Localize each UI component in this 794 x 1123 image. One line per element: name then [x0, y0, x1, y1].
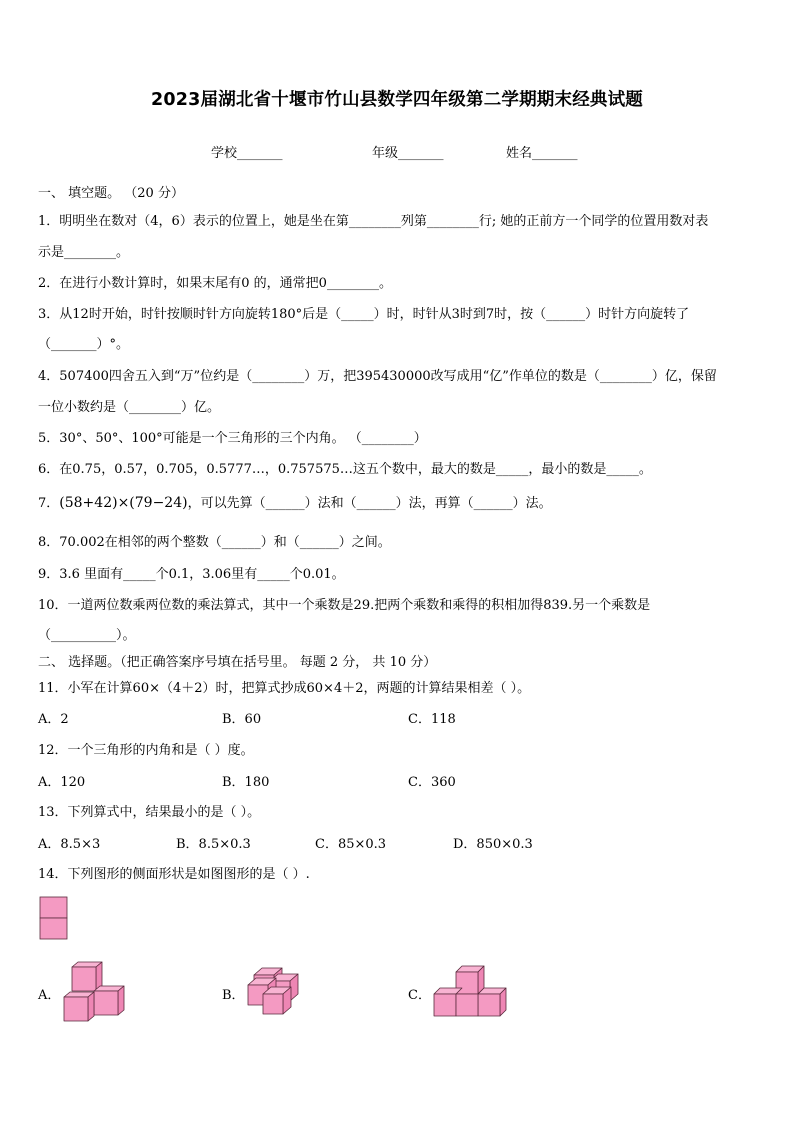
side-view-figure [39, 896, 69, 942]
q6-text: 6．在0.75，0.57，0.705，0.5777…，0.757575…这五个数中，最大的数是_____，最小的数是_____。 [38, 462, 652, 477]
q11-stem: 11．小军在计算60×（4＋2）时，把算式抄成60×4＋2，两题的计算结果相差（ ）。 [38, 681, 531, 696]
q14-option-b-figure[interactable] [246, 967, 306, 1017]
q1-line2: 示是________。 [38, 245, 130, 260]
q11-option-b[interactable]: B．60 [222, 712, 262, 727]
q2-text: 2．在进行小数计算时，如果末尾有0 的，通常把0________。 [38, 276, 392, 291]
q5-text: 5．30°、50°、100°可能是一个三角形的三个内角。 （________） [38, 431, 427, 446]
section-heading-1: 一、 填空题。 （20 分） [38, 186, 184, 201]
q3-line2: （_______）°。 [38, 337, 130, 352]
q7-suffix: ，可以先算（______）法和（______）法，再算（______）法。 [187, 496, 552, 511]
q9-text: 9．3.6 里面有_____个0.1，3.06里有_____个0.01。 [38, 567, 345, 582]
school-field[interactable]: 学校_______ [211, 146, 283, 161]
q4-line2: 一位小数约是（________）亿。 [38, 400, 221, 415]
q3-line1: 3．从12时开始，时针按顺时针方向旋转180°后是（_____）时，时针从3时到7时，按（______）时针方向旋转了 [38, 307, 690, 322]
q12-option-c[interactable]: C．360 [408, 775, 456, 790]
q11-option-a[interactable]: A．2 [38, 712, 69, 727]
q11-option-c[interactable]: C．118 [408, 712, 456, 727]
q10-line1: 10．一道两位数乘两位数的乘法算式，其中一个乘数是29.把两个乘数和乘得的积相加得839.另一个乘数是 [38, 598, 651, 613]
q7-prefix: 7． [38, 496, 60, 511]
q13-option-d[interactable]: D．850×0.3 [453, 837, 533, 852]
q14-stem: 14．下列图形的侧面形状是如图图形的是（ ）. [38, 867, 310, 882]
q12-stem: 12．一个三角形的内角和是（ ）度。 [38, 743, 254, 758]
q13-option-b[interactable]: B．8.5×0.3 [176, 837, 251, 852]
grade-field[interactable]: 年级_______ [372, 146, 444, 161]
q13-stem: 13．下列算式中，结果最小的是（ ）。 [38, 805, 261, 820]
section-heading-2: 二、 选择题。（把正确答案序号填在括号里。 每题 2 分， 共 10 分） [38, 655, 437, 670]
side-view-square-top [40, 897, 67, 918]
q10-line2: （__________）。 [38, 628, 136, 643]
q7-expression: (58+42)×(79−24) [59, 495, 188, 511]
q14-option-a-label[interactable]: A． [38, 988, 61, 1003]
q14-option-c-label[interactable]: C． [408, 988, 431, 1003]
name-field[interactable]: 姓名_______ [506, 146, 578, 161]
q1-line1: 1．明明坐在数对（4，6）表示的位置上，她是坐在第________列第________行; 她的正前方一个同学的位置用数对表 [38, 214, 709, 229]
q14-option-c-figure[interactable] [431, 962, 515, 1024]
q12-option-a[interactable]: A．120 [38, 775, 86, 790]
q4-line1: 4．507400四舍五入到“万”位约是（________）万，把395430000改写成用“亿”作单位的数是（________）亿，保留 [38, 369, 717, 384]
q13-option-c[interactable]: C．85×0.3 [315, 837, 387, 852]
q8-text: 8．70.002在相邻的两个整数（______）和（______）之间。 [38, 535, 391, 550]
page-title: 2023届湖北省十堰市竹山县数学四年级第二学期期末经典试题 [150, 90, 643, 110]
q14-option-b-label[interactable]: B． [222, 988, 245, 1003]
side-view-square-bottom [40, 918, 67, 939]
q12-option-b[interactable]: B．180 [222, 775, 270, 790]
q7-line [38, 492, 552, 511]
q14-option-a-figure[interactable] [62, 960, 128, 1026]
q13-option-a[interactable]: A．8.5×3 [38, 837, 101, 852]
